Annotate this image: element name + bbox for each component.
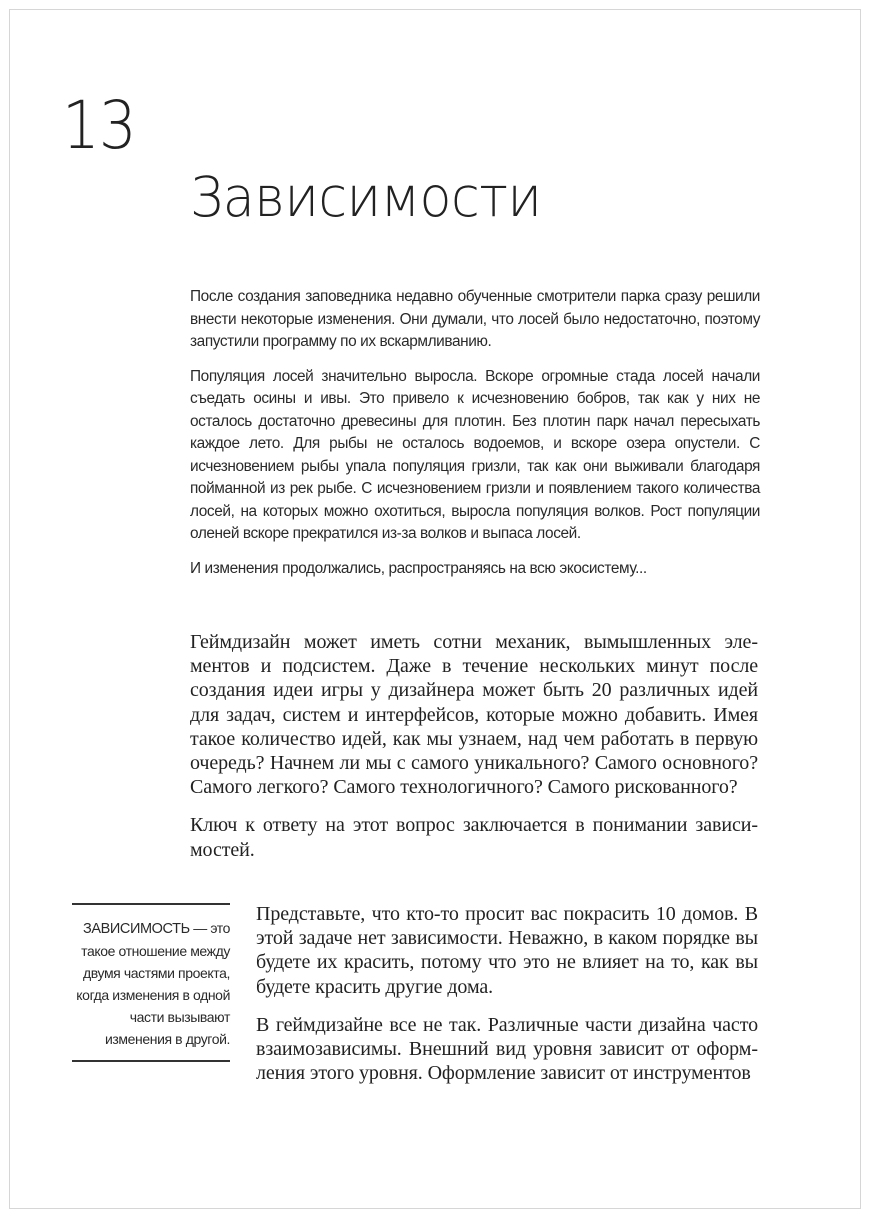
chapter-number: 13 — [62, 87, 136, 164]
sidebar-definition: — это такое отношение между двумя частями проекта, когда изменения в одной части вызывают изменения в другой. — [76, 920, 230, 1047]
body-paragraph: Представьте, что кто-то просит вас покрасить 10 домов. В этой задаче нет зависимости. Неважно, в каком порядке вы будете их красить, потому что это не влияет на то, как вы будете красить другие дома. — [256, 903, 758, 998]
main-text — [190, 630, 758, 876]
chapter-intro — [190, 286, 760, 592]
chapter-title: Зависимости — [190, 165, 542, 229]
body-paragraph: Ключ к ответу на этот вопрос заключается в понимании зависимостей. — [190, 814, 758, 861]
intro-paragraph: После создания заповедника недавно обученные смотрители парка сразу решили внести некоторые изменения. Они думали, что лосей было недостаточно, поэтому запустили программу по их вскармливанию. — [190, 288, 760, 350]
intro-paragraph: И изменения продолжались, распространяясь на всю экосистему... — [190, 559, 647, 577]
sidebar-term: ЗАВИСИМОСТЬ — [82, 921, 190, 937]
body-paragraph: Геймдизайн может иметь сотни механик, вымышленных элементов и подсистем. Даже в течение нескольких минут после создания идеи игры у дизайнера может быть 20 различных идей для задач, систем и интерфейсов, которые можно добавить. Имея такое количество идей, как мы узнаем, над чем работать в первую очередь? Начнем ли мы с самого уникального? Самого основного? Самого легкого? Самого технологичного? Самого рискованного? — [190, 631, 758, 799]
definition-sidebar — [72, 903, 230, 1062]
body-paragraph: В геймдизайне все не так. Различные части дизайна часто взаимозависимы. Внешний вид уровня зависит от оформления этого уровня. Оформление зависит от инструментов — [256, 1013, 758, 1085]
intro-paragraph: Популяция лосей значительно выросла. Вскоре огромные стада лосей начали съедать осины и ивы. Это привело к исчезновению бобров, так как у них не осталось достаточно древесины для плотин. Без плотин парк начал пересыхать каждое лето. Для рыбы не осталось водоемов, и вскоре озера опустели. С исчезновением рыбы упала популяция гризли, так как они выживали благодаря пойманной из рек рыбе. С исчезновением гризли и появлением такого количества лосей, на которых можно охотиться, выросла популяция волков. Рост популяции оленей вскоре прекратился из-за волков и выпаса лосей. — [190, 367, 760, 542]
main-text-lower — [256, 902, 758, 1099]
